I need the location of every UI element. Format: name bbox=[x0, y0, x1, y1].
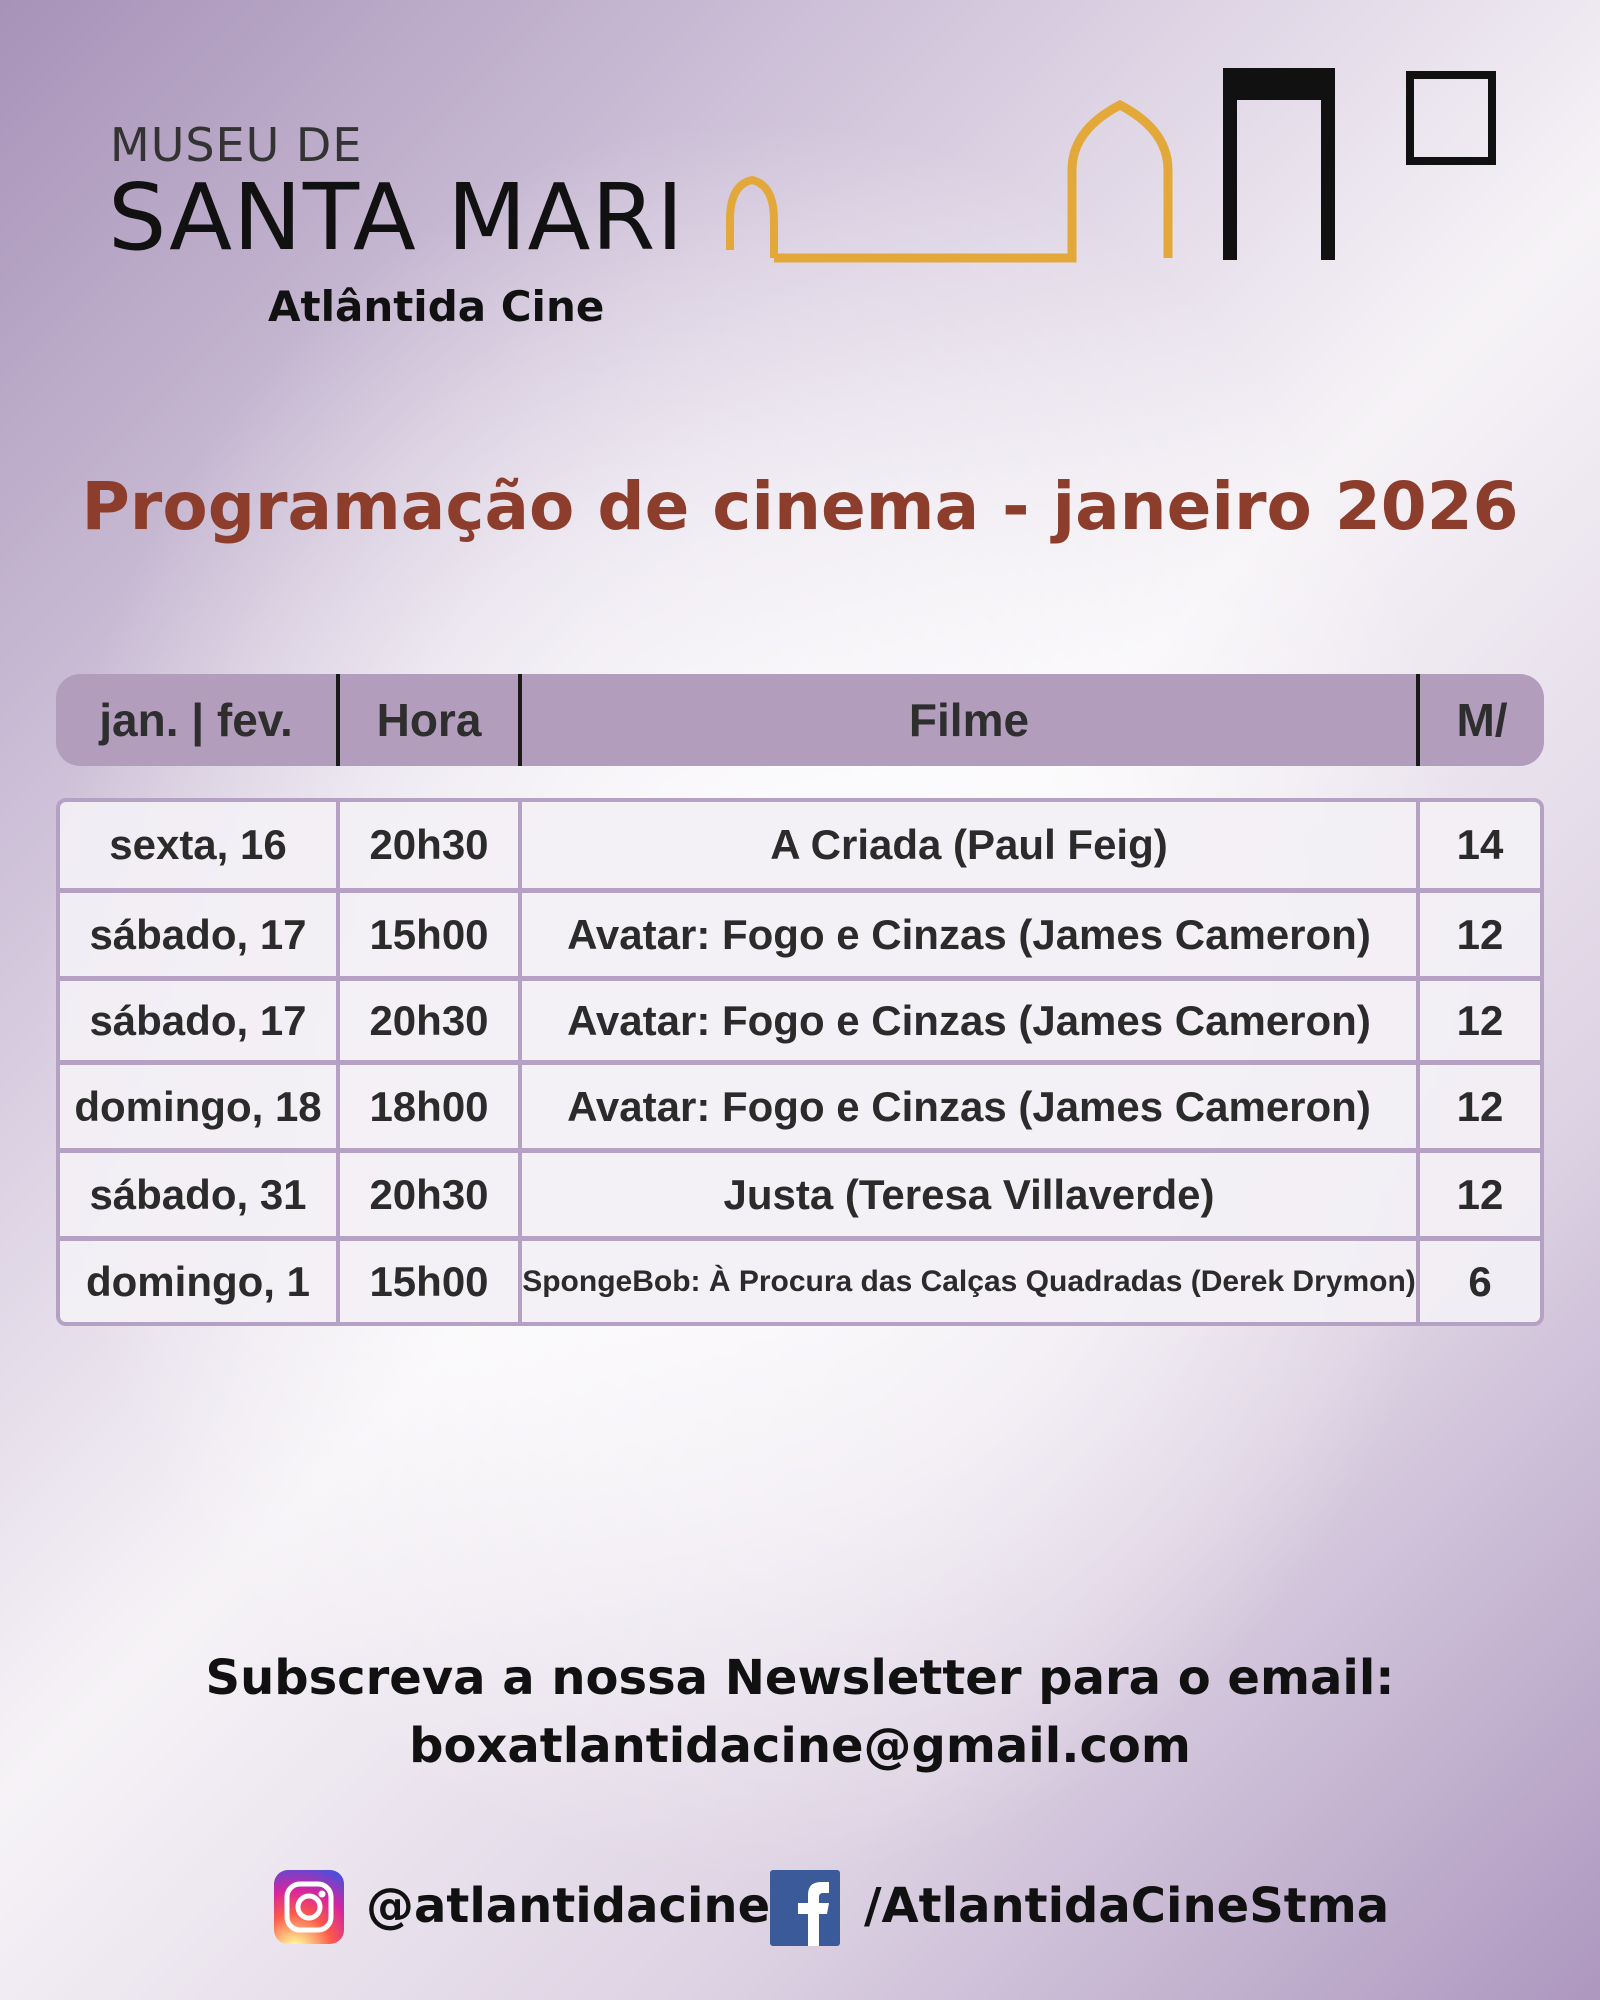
schedule-table bbox=[56, 798, 1544, 1326]
table-header bbox=[56, 674, 1544, 766]
table-row bbox=[60, 1153, 1540, 1236]
row-rating: 12 bbox=[1456, 1170, 1504, 1218]
header-date: jan. | fev. bbox=[99, 694, 293, 746]
page-title: Programação de cinema - janeiro 2026 bbox=[81, 468, 1519, 545]
row-time: 18h00 bbox=[369, 1082, 489, 1130]
header-film: Filme bbox=[908, 694, 1030, 746]
row-time: 15h00 bbox=[369, 910, 489, 958]
instagram-handle[interactable]: @atlantidacine bbox=[366, 1878, 771, 1934]
row-time: 20h30 bbox=[369, 821, 489, 868]
row-film: Avatar: Fogo e Cinzas (James Cameron) bbox=[567, 1082, 1371, 1130]
row-film: Justa (Teresa Villaverde) bbox=[723, 1170, 1215, 1218]
row-rating: 12 bbox=[1456, 996, 1504, 1044]
table-row bbox=[60, 1241, 1540, 1322]
table-row bbox=[60, 802, 1540, 888]
row-day: sábado, 31 bbox=[89, 1170, 307, 1218]
facebook-icon[interactable] bbox=[770, 1870, 840, 1946]
row-time: 20h30 bbox=[369, 996, 489, 1044]
logo-museu-text: MUSEU DE bbox=[110, 118, 363, 172]
row-time: 15h00 bbox=[369, 1257, 489, 1305]
newsletter-email[interactable]: boxatlantidacine@gmail.com bbox=[409, 1718, 1191, 1774]
header-time: Hora bbox=[376, 694, 482, 746]
row-day: sábado, 17 bbox=[89, 996, 307, 1044]
instagram-icon[interactable] bbox=[274, 1870, 344, 1944]
row-film: Avatar: Fogo e Cinzas (James Cameron) bbox=[567, 910, 1371, 958]
row-rating: 14 bbox=[1456, 821, 1504, 868]
row-day: domingo, 18 bbox=[74, 1082, 322, 1130]
row-day: domingo, 1 bbox=[86, 1257, 310, 1305]
row-film: A Criada (Paul Feig) bbox=[770, 821, 1168, 868]
table-row bbox=[60, 893, 1540, 976]
row-film: Avatar: Fogo e Cinzas (James Cameron) bbox=[567, 996, 1371, 1044]
row-film: SpongeBob: À Procura das Calças Quadradas (Derek Drymon) bbox=[522, 1264, 1416, 1298]
table-row bbox=[60, 1065, 1540, 1148]
museum-logo-graphic bbox=[700, 60, 1520, 270]
row-rating: 12 bbox=[1456, 910, 1504, 958]
row-time: 20h30 bbox=[369, 1170, 489, 1218]
row-day: sexta, 16 bbox=[109, 821, 287, 868]
header-rating: M/ bbox=[1456, 694, 1508, 746]
table-row bbox=[60, 981, 1540, 1060]
logo-santa-maria-text: SANTA MARI bbox=[108, 164, 685, 271]
facebook-handle[interactable]: /AtlantidaCineStma bbox=[864, 1878, 1390, 1934]
row-rating: 12 bbox=[1456, 1082, 1504, 1130]
row-day: sábado, 17 bbox=[89, 910, 307, 958]
newsletter-text: Subscreva a nossa Newsletter para o email: bbox=[205, 1650, 1395, 1706]
logo-subtitle: Atlântida Cine bbox=[268, 282, 605, 331]
row-rating: 6 bbox=[1468, 1257, 1492, 1305]
